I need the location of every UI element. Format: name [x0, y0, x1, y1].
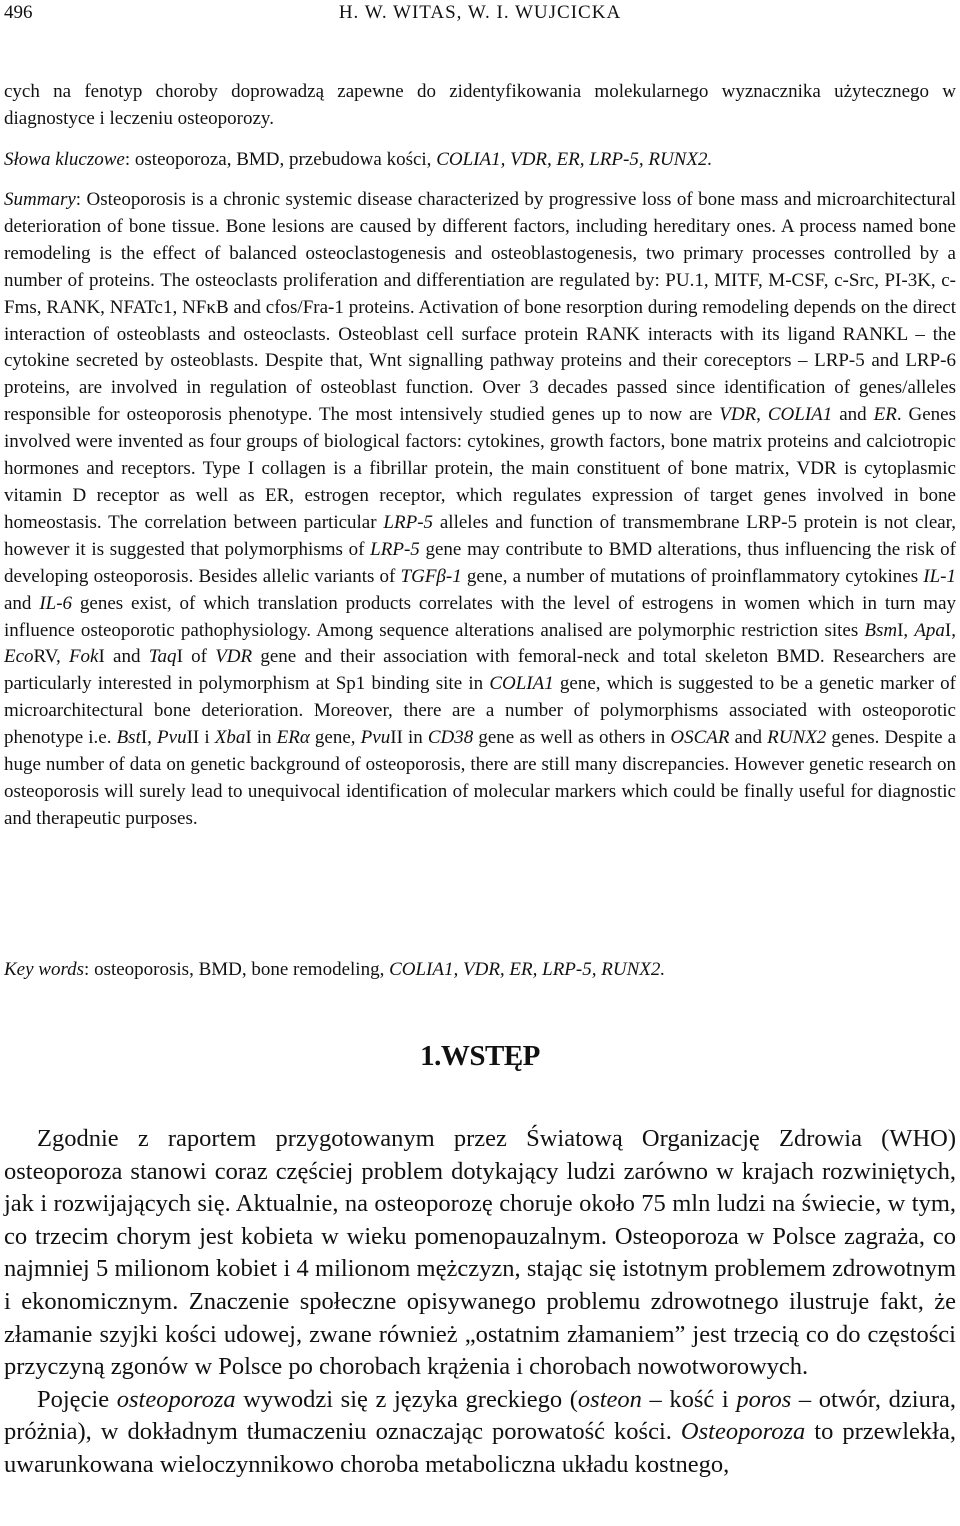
- keywords-english: Key words: osteoporosis, BMD, bone remodeling, COLIA1, VDR, ER, LRP-5, RUNX2.: [4, 959, 666, 980]
- keywords-polish: Słowa kluczowe: osteoporoza, BMD, przebudowa kości, COLIA1, VDR, ER, LRP-5, RUNX2.: [4, 149, 713, 170]
- page-number: 496: [4, 2, 33, 23]
- keywords-en-terms: osteoporosis, BMD, bone remodeling,: [94, 959, 390, 980]
- intro-paragraph-1: Zgodnie z raportem przygotowanym przez Światową Organizację Zdrowia (WHO) osteoporoza stanowi coraz częściej problem dotykający ludzi zarówno w krajach rozwiniętych, jak i rozwijających się. Aktualnie, na osteoporozę choruje około 75 mln ludzi na świecie, w tym, co trzecim chorym jest kobieta w wieku pomenopauzalnym. Osteoporoza w Polsce zagraża, co najmniej 5 milionom kobiet i 4 milionom mężczyzn, stając się istotnym problemem zdrowotnym i ekonomicznym. Znaczenie społeczne opisywanego problemu zdrowotnego ilustruje fakt, że złamanie szyjki kości udowej, zwane również „ostatnim złamaniem” jest trzecią co do częstości przyczyną zgonów w Polsce po chorobach krążenia i chorobach nowotworowych.: [4, 1125, 956, 1381]
- keywords-pl-label: Słowa kluczowe: [4, 149, 125, 170]
- introduction-body: [4, 1123, 956, 1482]
- running-head-authors: H. W. WITAS, W. I. WUJCICKA: [338, 2, 622, 23]
- summary-label: Summary: [4, 189, 76, 210]
- keywords-en-label: Key words: [4, 959, 85, 980]
- keywords-pl-genes: COLIA1, VDR, ER, LRP-5, RUNX2.: [436, 149, 713, 170]
- abstract-pl-text: cych na fenotyp choroby doprowadzą zapewne do zidentyfikowania molekularnego wyznacznika użytecznego w diagnostyce i leczeniu osteoporozy.: [4, 81, 956, 129]
- polish-abstract-tail: [4, 79, 956, 133]
- english-summary: [4, 187, 956, 833]
- summary-paragraph: Summary: Osteoporosis is a chronic systemic disease characterized by progressive loss of bone mass and microarchitectural deterioration of bone tissue. Bone lesions are caused by different factors, including hereditary ones. A process named bone remodeling is the effect of balanced osteoclastogenesis and osteoblastogenesis, two primary processes controlled by a number of proteins. The osteoclasts proliferation and differentiation are regulated by: PU.1, MITF, M-CSF, c-Src, PI-3K, c-Fms, RANK, NFATc1, NFκB and cfos/Fra-1 proteins. Activation of bone resorption during remodeling depends on the direct interaction of osteoblasts and osteoclasts. Osteoblast cell surface protein RANK interacts with its ligand RANKL – the cytokine secreted by osteoblasts. Despite that, Wnt signalling pathway proteins and their coreceptors – LRP-5 and LRP-6 proteins, are involved in regulation of osteoblast function. Over 3 decades passed since identification of genes/alleles responsible for osteoporosis phenotype. The most intensively studied genes up to now are VDR, COLIA1 and ER. Genes involved were invented as four groups of biological factors: cytokines, growth factors, bone matrix proteins and calciotropic hormones and receptors. Type I collagen is a fibrillar protein, the main constituent of bone matrix, VDR is cytoplasmic vitamin D receptor as well as ER, estrogen receptor, which regulates expression of target genes involved in bone homeostasis. The correlation between particular LRP-5 alleles and function of transmembrane LRP-5 protein is not clear, however it is suggested that polymorphisms of LRP-5 gene may contribute to BMD alterations, thus influencing the risk of developing osteoporosis. Besides allelic variants of TGFβ-1 gene, a number of mutations of proinflammatory cytokines IL-1 and IL-6 genes exist, of which translation products correlates with the level of estrogens in women which in turn may influence osteoporotic pathophysiology. Among sequence alterations analised are polymorphic restriction sites BsmI, ApaI, EcoRV, FokI and TaqI of VDR gene and their association with femoral-neck and total skeleton BMD. Researchers are particularly interested in polymorphism at Sp1 binding site in COLIA1 gene, which is suggested to be a genetic marker of microarchitectural bone deterioration. Moreover, there are a number of polymorphisms associated with osteoporotic phenotype i.e. BstI, PvuII i XbaI in ERα gene, PvuII in CD38 gene as well as others in OSCAR and RUNX2 genes. Despite a huge number of data on genetic background of osteoporosis, there are still many discrepancies. However genetic research on osteoporosis will surely lead to unequivocal identification of molecular markers which could be finally useful for diagnostic and therapeutic purposes.: [4, 189, 957, 829]
- running-header: [4, 2, 956, 24]
- keywords-en-genes: COLIA1, VDR, ER, LRP-5, RUNX2.: [389, 959, 666, 980]
- keywords-pl-terms: osteoporoza, BMD, przebudowa kości,: [134, 149, 437, 170]
- section-heading: 1.WSTĘP: [420, 1040, 540, 1072]
- intro-paragraph-2: Pojęcie osteoporoza wywodzi się z języka greckiego (osteon – kość i poros – otwór, dziura, próżnia), w dokładnym tłumaczeniu oznaczając porowatość kości. Osteoporoza to przewlekła, uwarunkowana wieloczynnikowo choroba metaboliczna układu kostnego,: [4, 1385, 956, 1478]
